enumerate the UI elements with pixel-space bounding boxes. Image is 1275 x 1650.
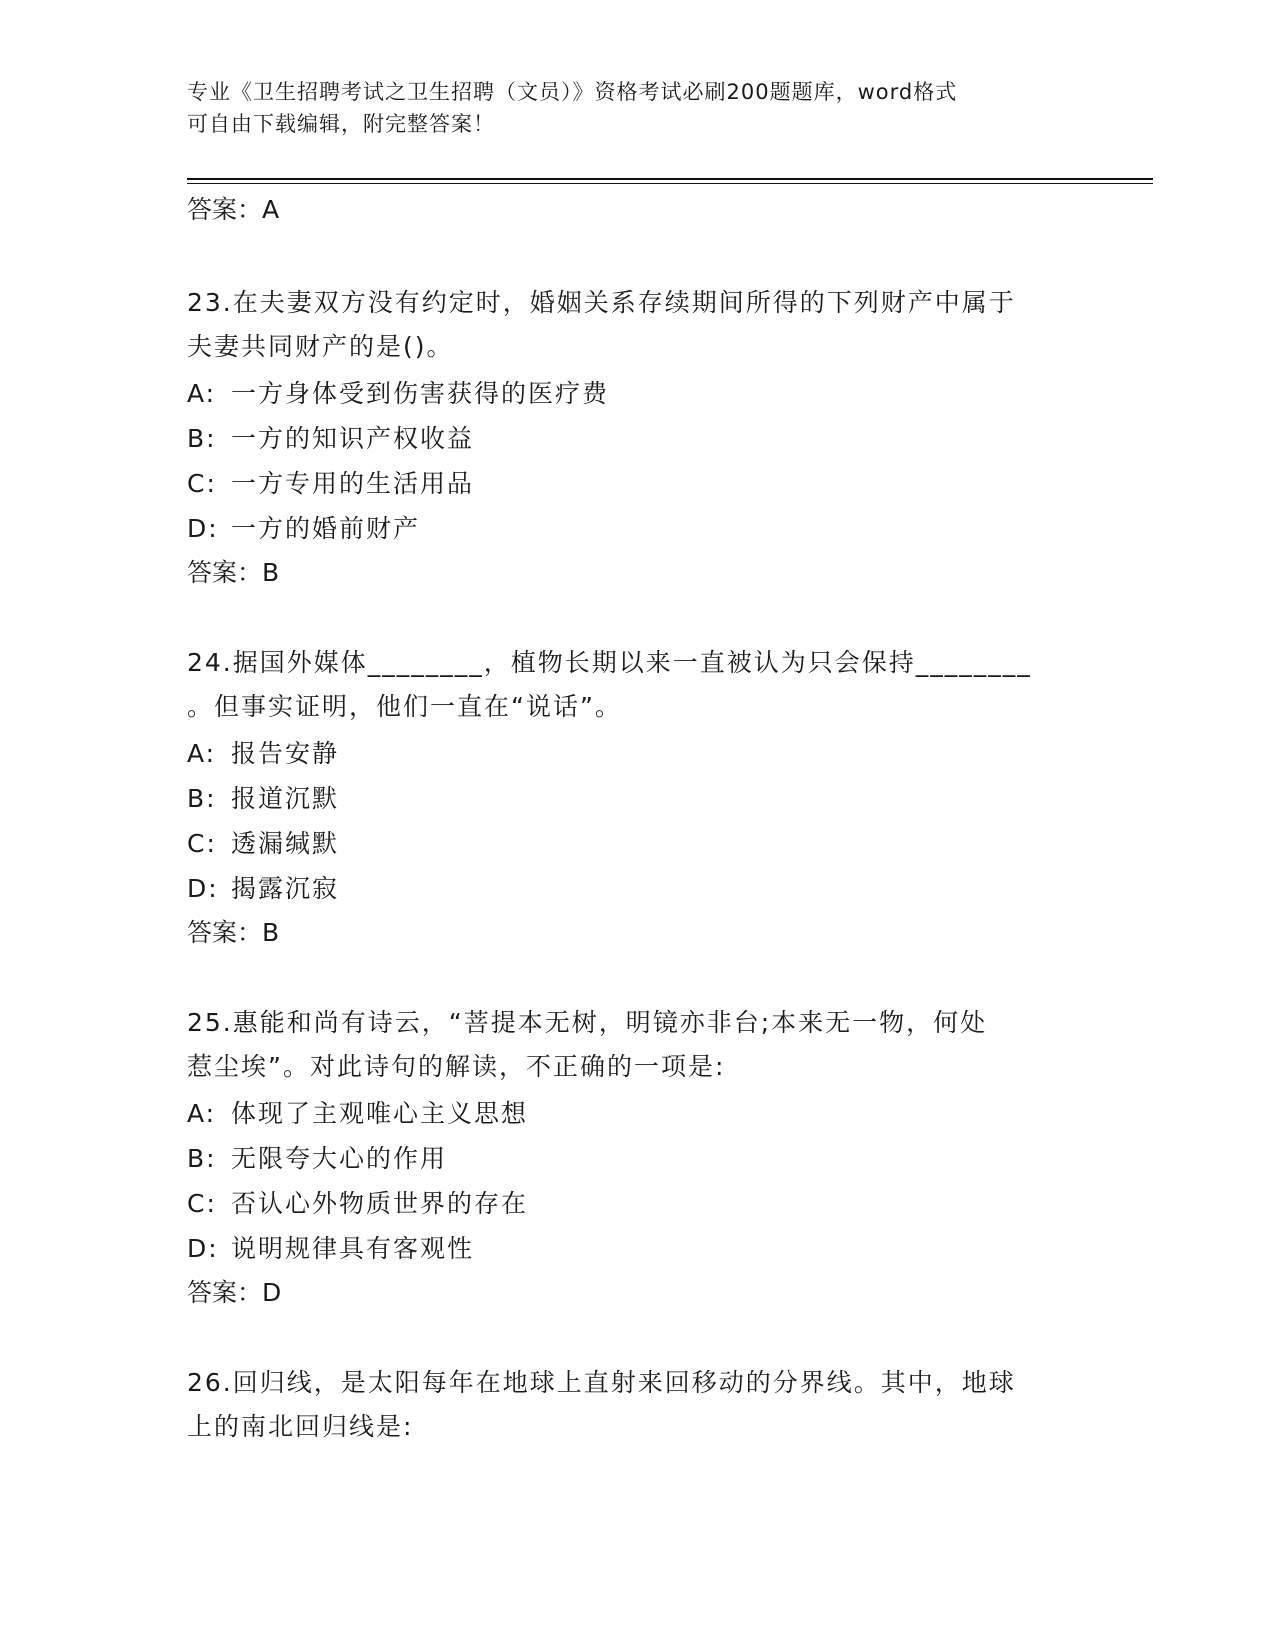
option-a xyxy=(187,1091,1067,1136)
answer-label: 答案：B xyxy=(187,918,280,947)
option-d xyxy=(187,506,1067,551)
option-c xyxy=(187,821,1067,866)
option-letter: B: xyxy=(187,1144,217,1173)
question-24 xyxy=(187,641,1067,951)
option-c xyxy=(187,461,1067,506)
option-d xyxy=(187,866,1067,911)
header-rule-thin xyxy=(187,183,1153,184)
option-c xyxy=(187,1181,1067,1226)
option-letter: D: xyxy=(187,514,219,543)
option-text: 透漏缄默 xyxy=(231,829,340,858)
question-23 xyxy=(187,281,1067,591)
option-letter: B: xyxy=(187,784,217,813)
option-text: 一方专用的生活用品 xyxy=(231,469,475,498)
option-text: 一方的知识产权收益 xyxy=(231,424,475,453)
question-list xyxy=(187,192,1067,1449)
question-stem xyxy=(187,1361,1067,1449)
answer-label: 答案：D xyxy=(187,1278,282,1307)
option-letter: A: xyxy=(187,379,217,408)
document-header xyxy=(187,76,1067,140)
header-line-1: 专业《卫生招聘考试之卫生招聘（文员）》资格考试必刷200题题库，word格式 xyxy=(187,80,958,104)
option-letter: C: xyxy=(187,829,217,858)
question-stem-line-1: 24.据国外媒体________，植物长期以来一直被认为只会保持________ xyxy=(187,648,1032,677)
question-stem-line-1: 25.惠能和尚有诗云，“菩提本无树，明镜亦非台;本来无一物，何处 xyxy=(187,1008,988,1037)
option-text: 报道沉默 xyxy=(231,784,340,813)
question-25 xyxy=(187,1001,1067,1311)
option-d xyxy=(187,1226,1067,1271)
option-letter: D: xyxy=(187,1234,219,1263)
question-stem xyxy=(187,641,1067,729)
answer-label: 答案：B xyxy=(187,558,280,587)
option-text: 说明规律具有客观性 xyxy=(231,1234,475,1263)
question-stem-line-2: 。但事实证明，他们一直在“说话”。 xyxy=(187,692,622,721)
option-letter: C: xyxy=(187,469,217,498)
option-text: 否认心外物质世界的存在 xyxy=(231,1189,529,1218)
question-stem-line-1: 23.在夫妻双方没有约定时，婚姻关系存续期间所得的下列财产中属于 xyxy=(187,288,1016,317)
option-list xyxy=(187,731,1067,911)
option-text: 体现了主观唯心主义思想 xyxy=(231,1099,529,1128)
option-letter: D: xyxy=(187,874,219,903)
option-a xyxy=(187,371,1067,416)
header-rule-thick xyxy=(187,178,1153,180)
option-text: 一方身体受到伤害获得的医疗费 xyxy=(231,379,610,408)
option-text: 报告安静 xyxy=(231,739,340,768)
question-stem-line-2: 惹尘埃”。对此诗句的解读，不正确的一项是: xyxy=(187,1052,726,1081)
option-b xyxy=(187,776,1067,821)
option-text: 揭露沉寂 xyxy=(231,874,340,903)
question-stem-line-2: 夫妻共同财产的是()。 xyxy=(187,332,454,361)
header-line-2: 可自由下载编辑，附完整答案！ xyxy=(187,112,495,136)
question-stem-line-2: 上的南北回归线是: xyxy=(187,1412,414,1441)
question-26 xyxy=(187,1361,1067,1449)
option-list xyxy=(187,371,1067,551)
option-letter: B: xyxy=(187,424,217,453)
option-letter: A: xyxy=(187,739,217,768)
option-letter: A: xyxy=(187,1099,217,1128)
answer-label: 答案：A xyxy=(187,195,280,224)
option-b xyxy=(187,1136,1067,1181)
option-text: 一方的婚前财产 xyxy=(231,514,421,543)
option-a xyxy=(187,731,1067,776)
option-letter: C: xyxy=(187,1189,217,1218)
option-b xyxy=(187,416,1067,461)
question-stem xyxy=(187,1001,1067,1089)
option-text: 无限夸大心的作用 xyxy=(231,1144,448,1173)
option-list xyxy=(187,1091,1067,1271)
question-stem xyxy=(187,281,1067,369)
question-stem-line-1: 26.回归线，是太阳每年在地球上直射来回移动的分界线。其中，地球 xyxy=(187,1368,1016,1397)
